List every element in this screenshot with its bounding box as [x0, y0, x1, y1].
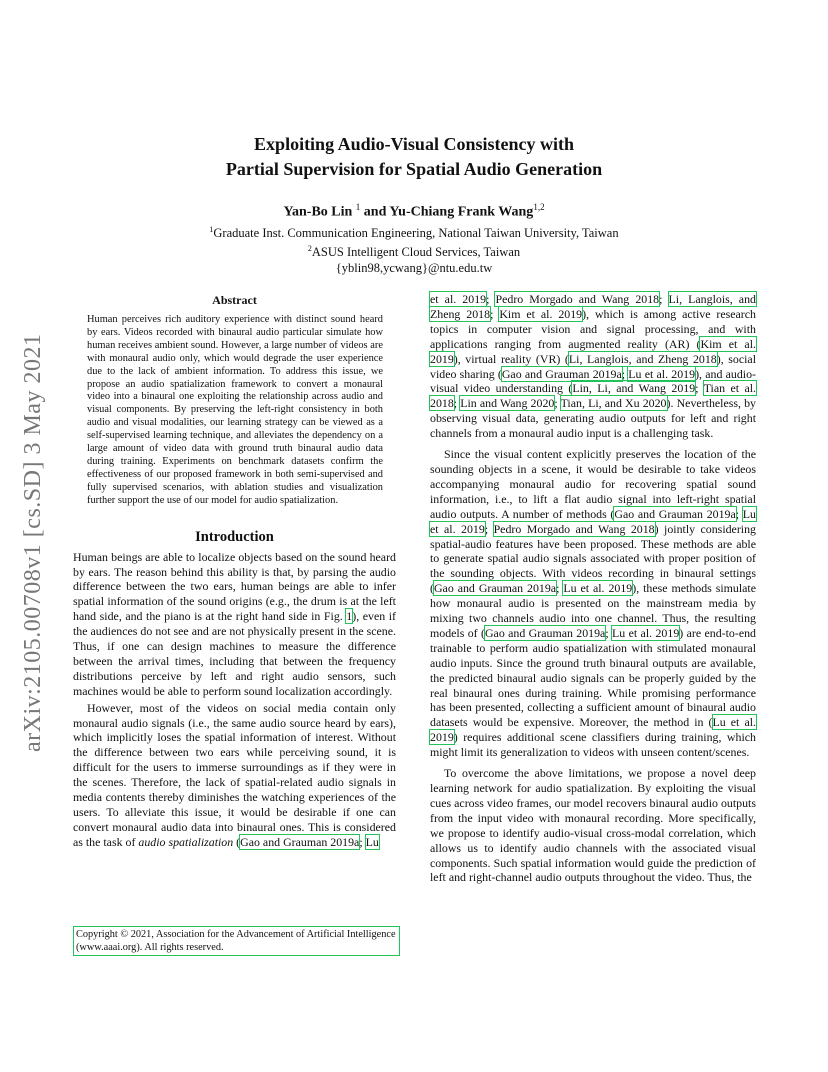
text-run: ), even if the audiences do not see and are not physically present in the scene. Thus, if one can design machines to measure the difference between the arrival times, including that between the frequency distributions perceive by left and right audio sensors, such machines would be able to perform sound localization accordingly. — [73, 609, 396, 698]
right-paragraph-2 — [430, 447, 756, 760]
right-paragraph-1 — [430, 292, 756, 441]
citation-link[interactable]: Pedro Morgado and Wang 2018 — [495, 292, 660, 306]
citation-link[interactable]: Lu — [365, 834, 379, 849]
citation-link[interactable]: Gao and Grauman 2019a — [433, 581, 557, 596]
text-run: Human beings are able to localize objects based on the sound heard by ears. The reason behind this ability is that, by parsing the audio difference between the two ears, human beings are able to infer spatial information of the sound origins (e.g., the drum is at the left hand side, and the piano is at the right hand side in Fig. — [73, 549, 396, 624]
author-emails: {yblin98,ycwang}@ntu.edu.tw — [335, 260, 493, 275]
text-run: ), social video sharing ( — [430, 351, 756, 381]
separator: ; — [621, 366, 629, 381]
left-column — [73, 292, 396, 850]
affil-1-mark: 1 — [209, 224, 214, 234]
separator: ; — [695, 381, 704, 396]
abstract-heading: Abstract — [212, 293, 257, 307]
right-paragraph-3: To overcome the above limitations, we propose a novel deep learning network for audio spatialization. By exploiting the visual cues across video frames, our model recovers binaural audio outputs from the input video with monaural recording. More specifically, we propose to identify audio-visual cross-modal correlation, which allows us to identify audio channels with the associated visual components. Such spatial information would guide the prediction of left and right-channel audio outputs throughout the video. Thus, the — [430, 766, 756, 885]
text-run: ( — [233, 834, 241, 849]
text-run: ), these methods simulate how monaural audio is presented on the mainstream media by mixing two channels audio into one channel. Thus, the resulting models of ( — [430, 581, 757, 640]
citation-link[interactable]: Lu et al. 2019 — [612, 625, 680, 640]
affil-2-mark: 2 — [307, 243, 312, 253]
text-run: ). Nevertheless, by observing visual data, generating audio outputs for left and right channels from a monaural audio input is a challenging task. — [430, 396, 757, 441]
separator: ; — [554, 396, 561, 411]
separator: ; — [556, 581, 564, 596]
citation-link[interactable]: Gao and Grauman 2019a — [501, 366, 622, 381]
citation-link[interactable]: Li, Langlois, and Zheng 2018 — [568, 351, 717, 366]
intro-paragraph-2 — [73, 701, 396, 850]
text-run: ) requires additional scene classifiers during training, which might limit its generalization to videos with unseen content/scenes. — [430, 730, 756, 760]
separator: ; — [659, 292, 669, 306]
affil-2-text: ASUS Intelligent Cloud Services, Taiwan — [311, 244, 521, 259]
citation-link[interactable]: Lu et al. 2019 — [628, 366, 696, 381]
right-column — [430, 292, 756, 885]
title-block — [0, 132, 828, 276]
title-line-2: Partial Supervision for Spatial Audio Generation — [225, 159, 603, 179]
author-conjunction: and — [363, 204, 387, 220]
citation-link[interactable]: Gao and Grauman 2019a — [614, 506, 736, 521]
citation-link[interactable]: Pedro Morgado and Wang 2018 — [493, 521, 655, 536]
introduction-heading: Introduction — [195, 528, 274, 545]
intro-paragraph-1 — [73, 550, 396, 699]
text-run: ) jointly considering spatial-audio features have been proposed. These methods are able to generate spatial audio signals associated with proper position of the sounding objects. With videos recording in binaural settings ( — [430, 521, 756, 596]
author-1-affil-mark: 1 — [355, 202, 361, 212]
text-run: ) are end-to-end trainable to perform audio spatialization with stimulated monaural audio inputs. Since the ground truth binaural outputs are available, the predicted binaural audio signals can be properly guided by the real binaural ones during training. While promising performance has been presented, collecting a sufficient amount of binaural audio datasets would be expensive. Moreover, the method in ( — [430, 625, 756, 730]
text-run: ), virtual reality (VR) ( — [453, 351, 569, 366]
text-run: ), which is among active research topics in computer vision and signal processing, and with applications ranging from augmented reality (AR) ( — [430, 306, 756, 351]
separator: ; — [484, 521, 494, 536]
separator: ; — [735, 506, 743, 521]
affiliation-1 — [0, 222, 828, 241]
citation-link[interactable]: Li, Langlois, and Zheng 2018 — [430, 292, 756, 321]
author-1: Yan-Bo Lin — [283, 204, 353, 220]
text-run: ; — [359, 834, 366, 849]
copyright-notice-link[interactable]: Copyright © 2021, Association for the Advancement of Artificial Intelligence (www.aaai.org). All rights reserved. — [73, 926, 400, 956]
text-run: ), and audio-visual video understanding ( — [430, 366, 756, 396]
citation-link[interactable]: Lu et al. 2019 — [430, 715, 756, 745]
citation-link[interactable]: Lin, Li, and Wang 2019 — [572, 381, 696, 396]
citation-link[interactable]: et al. 2019 — [430, 292, 487, 306]
citation-link[interactable]: Lin and Wang 2020 — [460, 396, 555, 411]
citation-link[interactable]: Tian, Li, and Xu 2020 — [560, 396, 667, 411]
abstract-text: Human perceives rich auditory experience with distinct sound heard by ears. Videos recorded with binaural audio particular simulate how human receives ambient sound. However, a large number of videos are with monaural audio only, which would degrade the user experience due to the lack of ambient information. To address this issue, we propose an audio spatialization framework to convert a monaural video into a binaural one exploiting the relationship across audio and visual components. By preserving the left-right consistency in both audio and visual modalities, our learning strategy can be viewed as a self-supervised learning technique, and alleviates the dependency on a large amount of video data with ground truth binaural audio data during training. Experiments on benchmark datasets confirm the effectiveness of our proposed framework in both semi-supervised and fully supervised scenarios, with ablation studies and visualization further support the use of our model for audio spatialization. — [87, 314, 383, 506]
title-line-1: Exploiting Audio-Visual Consistency with — [254, 134, 574, 154]
affil-1-text: Graduate Inst. Communication Engineering, National Taiwan University, Taiwan — [213, 225, 619, 240]
affiliation-2 — [0, 241, 828, 260]
citation-link[interactable]: Gao and Grauman 2019a — [240, 834, 360, 849]
text-run: However, most of the videos on social media contain only monaural audio signals (i.e., the same audio source heard by ears), which implicitly loses the spatial information of interest. Without the difference between two ears while perceiving sound, it is difficult for the users to immerse surroundings as if they were in the scenes. Therefore, the lack of spatial-related audio signals in media contents thereby diminishes the watching experiences of the users. To alleviate this issue, it would be desirable if one can convert monaural audio data into binaural ones. This is considered as the task of — [73, 700, 396, 849]
arxiv-stamp: arXiv:2105.00708v1 [cs.SD] 3 May 2021 — [20, 333, 46, 752]
separator: ; — [490, 306, 500, 321]
citation-link[interactable]: Kim et al. 2019 — [430, 336, 756, 366]
separator: ; — [453, 396, 461, 411]
citation-link[interactable]: Kim et al. 2019 — [499, 306, 583, 321]
author-2-affil-mark: 1,2 — [533, 202, 545, 212]
citation-link[interactable]: Lu et al. 2019 — [563, 581, 633, 596]
citation-link[interactable]: Tian et al. 2018 — [430, 381, 757, 411]
text-run: Since the visual content explicitly preserves the location of the sounding objects in a scene, it would be desirable to take videos accompanying monaural audio for recovering spatial sound information, i.e., to lift a flat audio signal into left-right spatial audio outputs. A number of methods ( — [430, 447, 756, 521]
figure-ref-link[interactable]: 1 — [346, 609, 353, 624]
citation-link[interactable]: Lu et al. 2019 — [430, 506, 756, 536]
paper-title — [0, 132, 828, 182]
emphasis-term: audio spatialization — [138, 834, 234, 849]
separator: ; — [605, 625, 613, 640]
citation-link[interactable]: Gao and Grauman 2019a — [484, 625, 606, 640]
separator: ; — [486, 292, 496, 306]
author-2: Yu-Chiang Frank Wang — [389, 204, 534, 220]
author-list — [0, 198, 828, 222]
